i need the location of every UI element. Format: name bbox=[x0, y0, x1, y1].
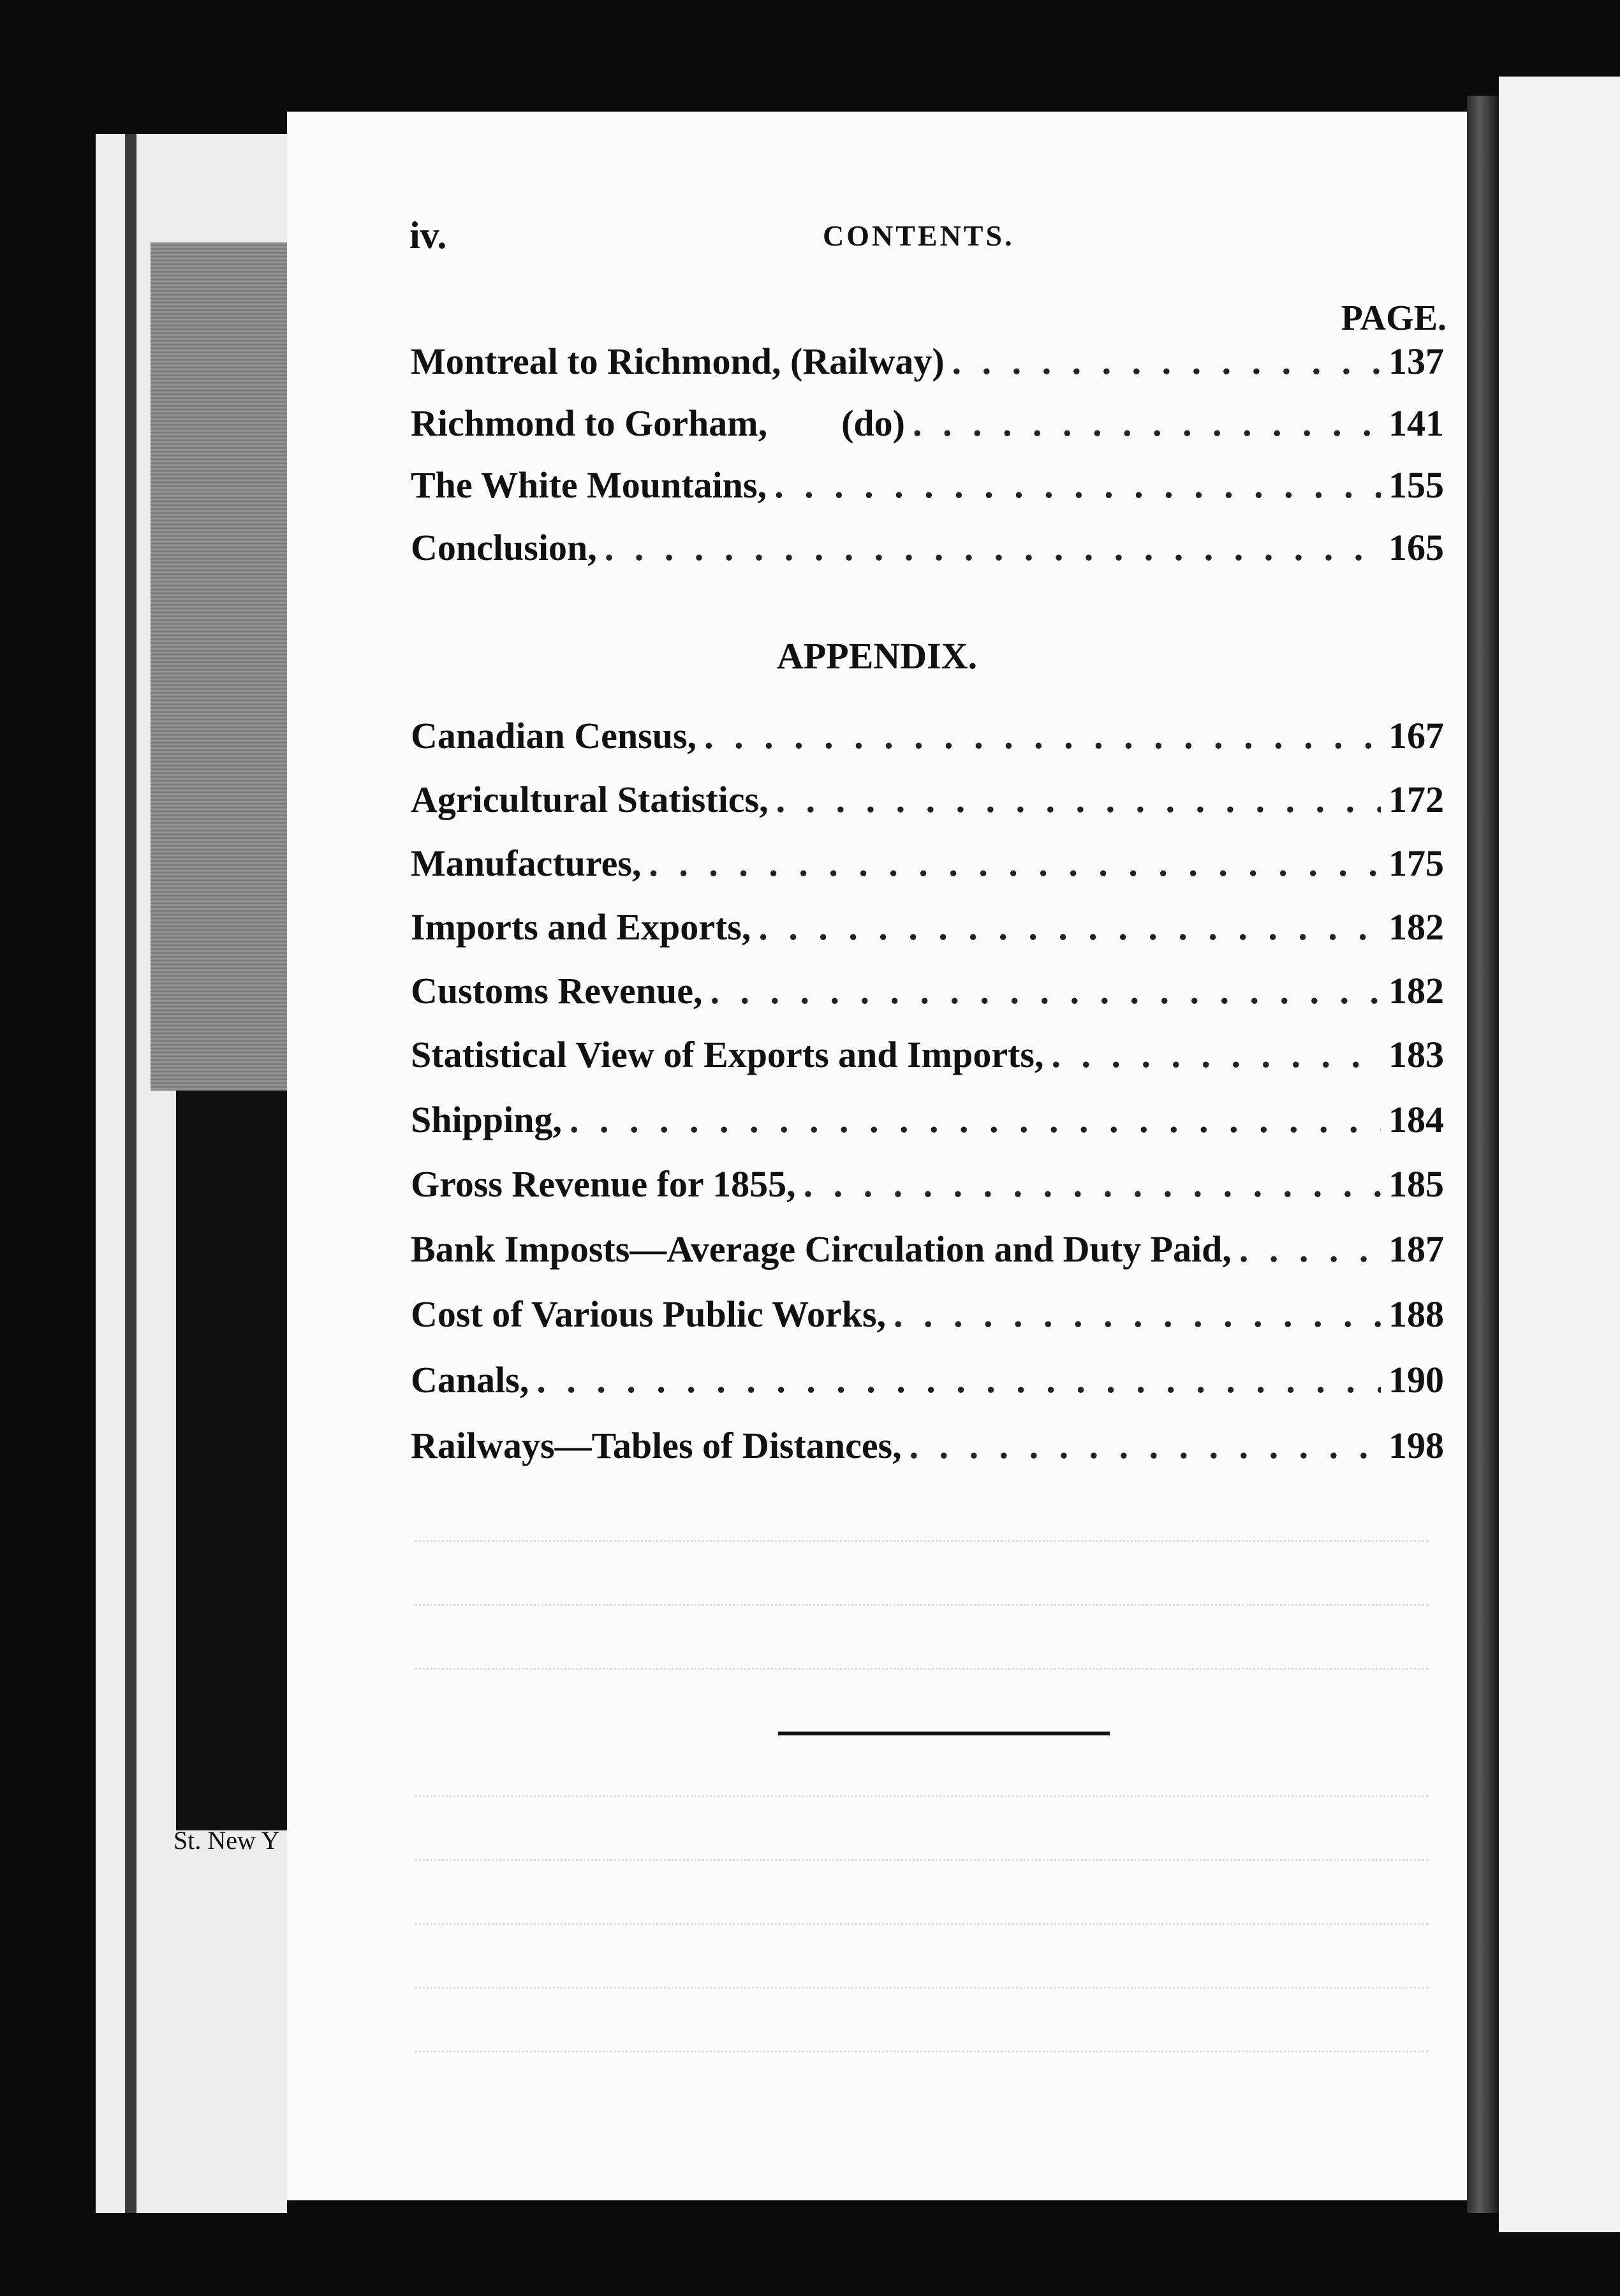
dot-leader bbox=[570, 1098, 1381, 1141]
dot-leader bbox=[704, 714, 1381, 757]
appendix-entry-page: 188 bbox=[1388, 1293, 1444, 1335]
appendix-entry-title: Shipping, bbox=[411, 1099, 563, 1140]
appendix-entry-page: 184 bbox=[1388, 1099, 1444, 1140]
dot-leader bbox=[804, 1163, 1381, 1205]
appendix-entry-page: 182 bbox=[1388, 970, 1444, 1012]
running-head: CONTENTS. bbox=[823, 219, 1015, 252]
appendix-entry bbox=[411, 842, 1444, 887]
book-spine bbox=[1467, 96, 1499, 2213]
show-through-line bbox=[415, 1923, 1429, 1927]
appendix-entry-title: Railways—Tables of Distances, bbox=[411, 1425, 902, 1466]
dot-leader bbox=[649, 842, 1381, 885]
appendix-entry-title: Gross Revenue for 1855, bbox=[411, 1163, 796, 1205]
appendix-entry-title: Canadian Census, bbox=[411, 715, 697, 756]
appendix-entry bbox=[411, 1424, 1444, 1469]
appendix-entry-page: 167 bbox=[1388, 715, 1444, 756]
toc-entry-page: 155 bbox=[1388, 464, 1444, 506]
show-through-line bbox=[415, 1668, 1429, 1672]
appendix-entry bbox=[411, 1228, 1444, 1272]
appendix-entry bbox=[411, 1358, 1444, 1403]
toc-entry-page: 141 bbox=[1388, 402, 1444, 444]
toc-entry-title: The White Mountains, bbox=[411, 464, 767, 506]
dot-leader bbox=[1239, 1228, 1381, 1270]
show-through-line bbox=[415, 1604, 1429, 1608]
appendix-entry-title: Bank Imposts—Average Circulation and Duty Paid, bbox=[411, 1228, 1232, 1270]
toc-entry-title: Richmond to Gorham, (do) bbox=[411, 402, 905, 444]
toc-entry-page: 137 bbox=[1388, 341, 1444, 382]
appendix-entry-title: Manufactures, bbox=[411, 843, 642, 884]
dot-leader bbox=[711, 969, 1381, 1012]
appendix-entry-page: 172 bbox=[1388, 779, 1444, 820]
dot-leader bbox=[536, 1358, 1381, 1401]
left-book-caption: St. New Y bbox=[173, 1826, 280, 1855]
appendix-entry bbox=[411, 1098, 1444, 1143]
appendix-entry-title: Canals, bbox=[411, 1359, 529, 1401]
appendix-entry-page: 190 bbox=[1388, 1359, 1444, 1401]
page-number: iv. bbox=[409, 214, 447, 256]
right-book-page bbox=[1499, 77, 1620, 2232]
dot-leader bbox=[758, 906, 1381, 948]
appendix-entry-page: 183 bbox=[1388, 1034, 1444, 1075]
appendix-entry-title: Imports and Exports, bbox=[411, 906, 751, 948]
contents-page bbox=[287, 112, 1467, 2200]
toc-entry-title: Montreal to Richmond, (Railway) bbox=[411, 341, 945, 382]
dot-leader bbox=[605, 526, 1381, 569]
appendix-entry bbox=[411, 969, 1444, 1014]
appendix-entry bbox=[411, 1293, 1444, 1337]
show-through-line bbox=[415, 1987, 1429, 1991]
appendix-entry-page: 185 bbox=[1388, 1163, 1444, 1205]
appendix-entry-page: 187 bbox=[1388, 1228, 1444, 1270]
dot-leader bbox=[909, 1424, 1381, 1467]
show-through-line bbox=[415, 1540, 1429, 1545]
appendix-entry-page: 182 bbox=[1388, 906, 1444, 948]
appendix-entry bbox=[411, 714, 1444, 759]
appendix-entry-page: 175 bbox=[1388, 843, 1444, 884]
toc-entry bbox=[411, 526, 1444, 571]
left-book-binding-cloth bbox=[151, 242, 287, 1091]
appendix-entry bbox=[411, 1163, 1444, 1207]
appendix-entry bbox=[411, 906, 1444, 950]
dot-leader bbox=[952, 340, 1381, 383]
dot-leader bbox=[774, 464, 1381, 506]
appendix-entry-title: Cost of Various Public Works, bbox=[411, 1293, 887, 1335]
appendix-entry bbox=[411, 1033, 1444, 1078]
appendix-entry-title: Agricultural Statistics, bbox=[411, 779, 769, 820]
appendix-heading: APPENDIX. bbox=[776, 635, 978, 677]
appendix-entry-page: 198 bbox=[1388, 1425, 1444, 1466]
dot-leader bbox=[913, 402, 1381, 445]
toc-entry-title: Conclusion, bbox=[411, 527, 597, 568]
left-book-edge bbox=[125, 134, 136, 2213]
left-book-binding-dark bbox=[176, 1091, 287, 1830]
show-through-line bbox=[415, 1859, 1429, 1864]
dot-leader bbox=[894, 1293, 1381, 1336]
page-column-label: PAGE. bbox=[1341, 298, 1447, 338]
show-through-line bbox=[415, 2050, 1429, 2055]
show-through-line bbox=[415, 1795, 1429, 1800]
appendix-entry bbox=[411, 778, 1444, 823]
toc-entry bbox=[411, 402, 1444, 446]
end-rule bbox=[778, 1732, 1110, 1735]
dot-leader bbox=[1051, 1033, 1381, 1076]
dot-leader bbox=[776, 778, 1381, 821]
appendix-entry-title: Customs Revenue, bbox=[411, 970, 703, 1012]
appendix-entry-title: Statistical View of Exports and Imports, bbox=[411, 1034, 1044, 1075]
toc-entry-page: 165 bbox=[1388, 527, 1444, 568]
toc-entry bbox=[411, 464, 1444, 508]
toc-entry bbox=[411, 340, 1444, 385]
